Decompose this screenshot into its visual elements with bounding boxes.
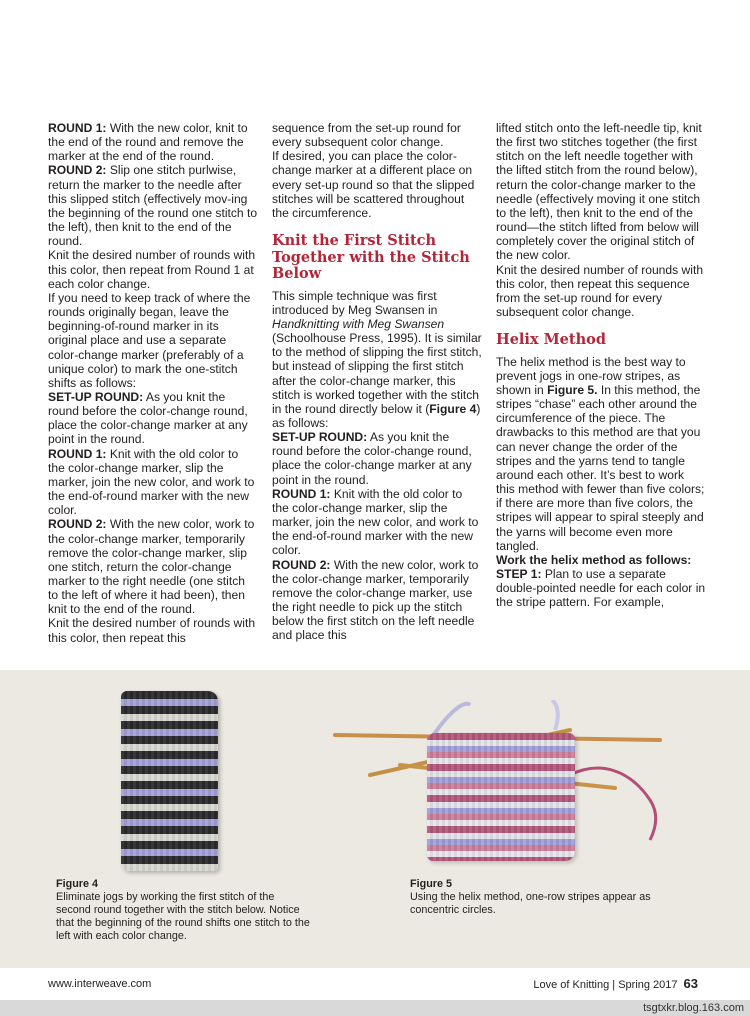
paragraph: Knit the desired number of rounds with this color, then repeat this (48, 616, 256, 645)
figure-5-caption (410, 878, 670, 917)
paragraph: ROUND 1: Knit with the old color to the color-change marker, slip the marker, join the new color, and work to the end-of-round marker with the new color. (272, 486, 479, 558)
paragraph: The helix method is the best way to prevent jogs in one-row stripes, as shown in Figure 5. In this method, the stripes “chase” each other around the circumference of the piece. The drawbacks to this method are that you can never change the order of the stripes and the yarns tend to tangle around each other. It’s best to work this method with fewer than five colors; if there are more than five colors, the stripes will appear to spiral steeply and the yarns will become even more tangled. (496, 354, 705, 553)
column-2 (272, 121, 482, 643)
paragraph: Knit the desired number of rounds with this color, then repeat this sequence from the set-up round for every subsequent color change. (496, 262, 704, 320)
issue: Spring 2017 (618, 979, 678, 991)
paragraph: If you need to keep track of where the rounds originally began, leave the beginning-of-round marker in its original place and use a separate color-change marker (preferably of a unique color) to mark the one-stitch shifts as follows: (48, 290, 251, 390)
section-heading: Knit the First Stitch Together with the Stitch Below (272, 232, 470, 283)
website-link[interactable]: www.interweave.com (48, 978, 152, 990)
watermark-bar (0, 1000, 750, 1016)
figure-4-caption (56, 878, 311, 943)
figure-5-swatch (427, 733, 575, 861)
paragraph: sequence from the set-up round for every subsequent color change. (272, 121, 461, 150)
figure-label: Figure 4 (56, 878, 98, 890)
paragraph: ROUND 1: With the new color, knit to the end of the round and remove the marker at the end of the round. (48, 121, 248, 164)
caption-text: Eliminate jogs by working the first stitch of the second round together with the stitch below. Notice that the beginning of the round shifts one stitch to the left with each color change. (56, 891, 310, 942)
paragraph: STEP 1: Plan to use a separate double-pointed needle for each color in the stripe pattern. For example, (496, 567, 706, 610)
page-number: 63 (683, 976, 698, 991)
folio (533, 976, 698, 991)
paragraph: ROUND 2: With the new color, work to the color-change marker, temporarily remove the color-change marker, slip one stitch, return the color-change marker to the right needle (one stitch to the left of where it had been), then knit to the end of the round. (48, 517, 255, 617)
paragraph: ROUND 1: Knit with the old color to the color-change marker, slip the marker, join the new color, and work to the end-of-round marker with the new color. (48, 446, 255, 518)
column-1 (48, 121, 258, 645)
paragraph: SET-UP ROUND: As you knit the round before the color-change round, place the color-change marker at any point in the round. (272, 430, 472, 487)
paragraph: ROUND 2: With the new color, work to the color-change marker, temporarily remove the color-change marker, use the right needle to pick up the stitch below the first stitch on the left needle and place this (272, 557, 479, 643)
paragraph: SET-UP ROUND: As you knit the round before the color-change round, place the color-change marker at any point in the round. (48, 389, 248, 447)
paragraph: If desired, you can place the color-change marker at a different place on every set-up round so that the slipped stitches will be scattered throughout the circumference. (272, 149, 475, 220)
paragraph: lifted stitch onto the left-needle tip, knit the first two stitches together (the first stitch on the left needle together with the lifted stitch from the round below), return the color-change marker to the needle (effectively moving it one stitch to the left), then knit to the end of the round—the stitch lifted from below will completely cover the original stitch of the new color. (496, 121, 702, 263)
section-heading: Helix Method (496, 331, 606, 349)
watermark: tsgtxkr.blog.163.com (643, 1002, 744, 1014)
sub-heading: Work the helix method as follows: (496, 552, 692, 567)
figure-4-photo (121, 691, 218, 871)
magazine-title: Love of Knitting (533, 979, 610, 991)
caption-text: Using the helix method, one-row stripes appear as concentric circles. (410, 891, 651, 916)
paragraph: This simple technique was first introduced by Meg Swansen in Handknitting with Meg Swansen (Schoolhouse Press, 1995). It is similar to the method of slipping the first stitch, but instead of slipping the first stitch after the color-change marker, this stitch is worked together with the stitch in the round directly below it (Figure 4) as follows: (272, 288, 482, 430)
column-3 (496, 121, 706, 610)
separator: | (609, 979, 619, 991)
paragraph: Knit the desired number of rounds with this color, then repeat from Round 1 at each color change. (48, 248, 256, 291)
figure-label: Figure 5 (410, 878, 452, 890)
paragraph: ROUND 2: Slip one stitch purlwise, return the marker to the needle after this slipped stitch (effectively mov-ing the beginning of the round one stitch to the left), then knit to the end of the round. (48, 163, 258, 249)
